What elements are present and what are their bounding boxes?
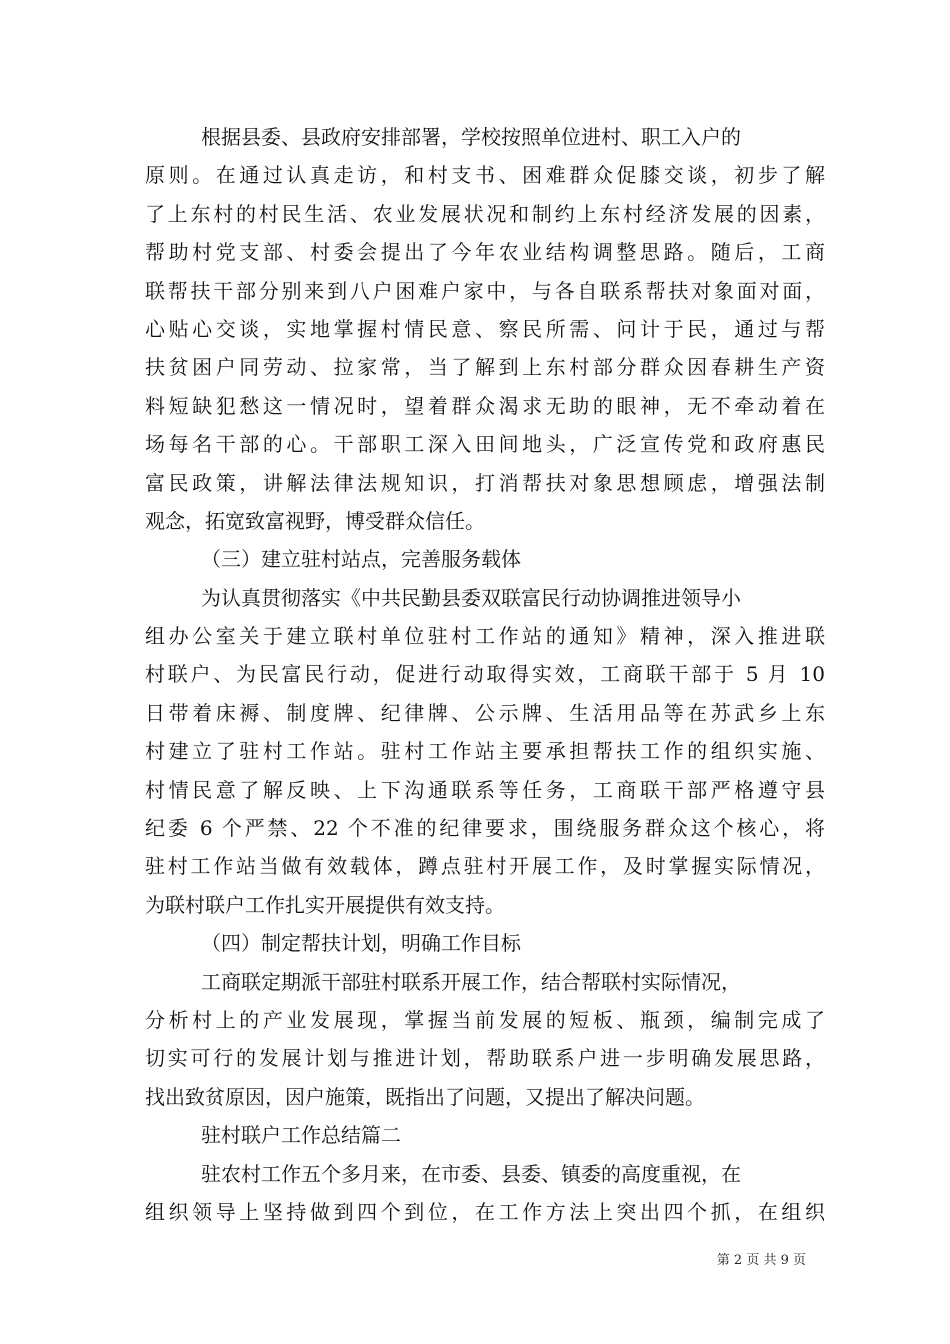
paragraph-line: 驻农村工作五个多月来，在市委、县委、镇委的高度重视，在 (201, 1161, 741, 1186)
paragraph-line: 扶贫困户同劳动、拉家常，当了解到上东村部分群众因春耕生产资 (145, 355, 825, 380)
paragraph-line: 了上东村的村民生活、农业发展状况和制约上东村经济发展的因素， (145, 201, 825, 226)
body-text (145, 118, 825, 1231)
paragraph-line: 料短缺犯愁这一情况时，望着群众渴求无助的眼神，无不牵动着在 (145, 393, 825, 418)
paragraph-line: 切实可行的发展计划与推进计划，帮助联系户进一步明确发展思路， (145, 1046, 825, 1071)
paragraph-line: 分析村上的产业发展现，掌握当前发展的短板、瓶颈，编制完成了 (145, 1007, 825, 1032)
paragraph-line: 为认真贯彻落实《中共民勤县委双联富民行动协调推进领导小 (201, 585, 741, 610)
paragraph-line: 组织领导上坚持做到四个到位，在工作方法上突出四个抓，在组织 (145, 1199, 825, 1224)
paragraph-line: 村建立了驻村工作站。驻村工作站主要承担帮扶工作的组织实施、 (145, 739, 825, 764)
paragraph-line: 富民政策，讲解法律法规知识，打消帮扶对象思想顾虑，增强法制 (145, 470, 825, 495)
section-heading: （四）制定帮扶计划，明确工作目标 (201, 931, 521, 956)
article-title: 驻村联户工作总结篇二 (201, 1123, 401, 1148)
paragraph-line: 工商联定期派干部驻村联系开展工作，结合帮联村实际情况， (201, 969, 741, 994)
paragraph-line: 日带着床褥、制度牌、纪律牌、公示牌、生活用品等在苏武乡上东 (145, 700, 825, 725)
page-number: 第 2 页 共 9 页 (716, 1253, 806, 1268)
paragraph-line: 帮助村党支部、村委会提出了今年农业结构调整思路。随后，工商 (145, 240, 825, 265)
paragraph-line: 找出致贫原因，因户施策，既指出了问题，又提出了解决问题。 (145, 1084, 705, 1109)
paragraph-line: 为联村联户工作扎实开展提供有效支持。 (145, 892, 505, 917)
paragraph-line: 心贴心交谈，实地掌握村情民意、察民所需、问计于民，通过与帮 (145, 316, 825, 341)
paragraph-line: 原则。在通过认真走访，和村支书、困难群众促膝交谈，初步了解 (145, 163, 825, 188)
paragraph-line: 村联户、为民富民行动，促进行动取得实效，工商联干部于 5 月 10 (145, 662, 825, 687)
paragraph-line: 纪委 6 个严禁、22 个不准的纪律要求，围绕服务群众这个核心，将 (145, 816, 825, 841)
paragraph-line: 场每名干部的心。干部职工深入田间地头，广泛宣传党和政府惠民 (145, 432, 825, 457)
paragraph-line: 根据县委、县政府安排部署，学校按照单位进村、职工入户的 (201, 125, 741, 149)
paragraph-line: 组办公室关于建立联村单位驻村工作站的通知》精神，深入推进联 (145, 624, 825, 649)
paragraph-line: 村情民意了解反映、上下沟通联系等任务，工商联干部严格遵守县 (145, 777, 825, 802)
paragraph-line: 观念，拓宽致富视野，博受群众信任。 (145, 508, 485, 533)
paragraph-line: 联帮扶干部分别来到八户困难户家中，与各自联系帮扶对象面对面， (145, 278, 825, 303)
section-heading: （三）建立驻村站点，完善服务载体 (201, 547, 521, 572)
paragraph-line: 驻村工作站当做有效载体，蹲点驻村开展工作，及时掌握实际情况， (145, 854, 825, 879)
